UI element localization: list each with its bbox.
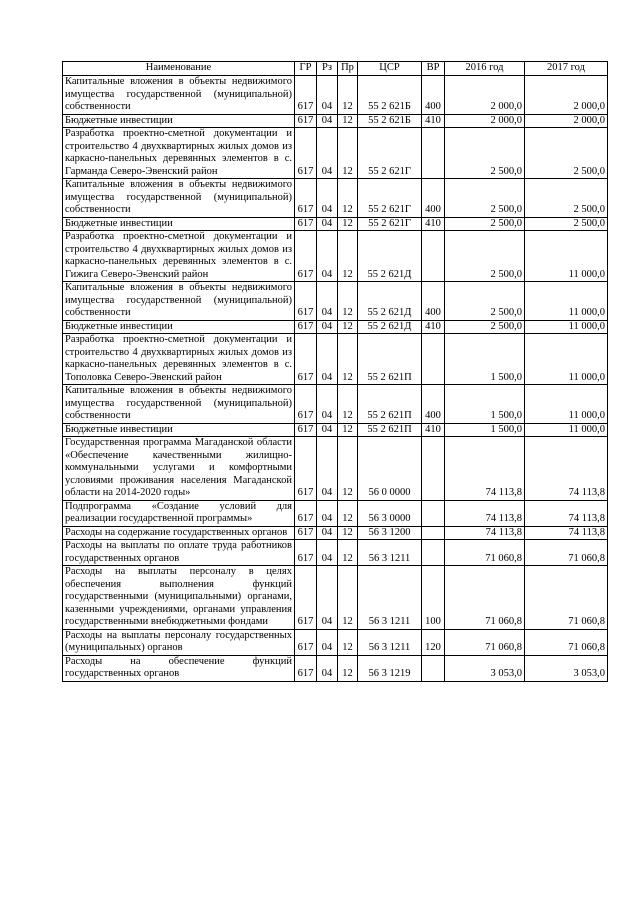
row-pr: 12: [338, 334, 358, 385]
row-rz: 04: [317, 76, 338, 115]
table-row: [63, 128, 608, 179]
row-amount-2016: 71 060,8: [445, 566, 525, 630]
table-row: [63, 76, 608, 115]
row-name: Расходы на выплаты персоналу в целях обеспечения выполнения функций государственными (муниципальными) органами, казенными учреждениями, органами управления государственными внебюджетными фондами: [63, 566, 295, 630]
row-name: Бюджетные инвестиции: [63, 114, 295, 128]
row-amount-2017: 2 500,0: [525, 217, 608, 231]
header-csr: ЦСР: [358, 62, 422, 76]
row-pr: 12: [338, 231, 358, 282]
row-gr: 617: [295, 231, 317, 282]
row-pr: 12: [338, 179, 358, 218]
row-amount-2016: 71 060,8: [445, 540, 525, 566]
row-csr: 56 3 1200: [358, 526, 422, 540]
row-csr: 56 3 1219: [358, 655, 422, 681]
header-2016: 2016 год: [445, 62, 525, 76]
row-pr: 12: [338, 423, 358, 437]
row-vr: 400: [422, 282, 445, 321]
row-gr: 617: [295, 217, 317, 231]
row-rz: 04: [317, 282, 338, 321]
row-pr: 12: [338, 114, 358, 128]
table-row: [63, 655, 608, 681]
row-csr: 56 3 1211: [358, 566, 422, 630]
row-gr: 617: [295, 320, 317, 334]
row-gr: 617: [295, 526, 317, 540]
row-vr: [422, 540, 445, 566]
row-vr: 400: [422, 385, 445, 424]
row-amount-2016: 2 500,0: [445, 320, 525, 334]
row-pr: 12: [338, 128, 358, 179]
row-csr: 56 3 1211: [358, 540, 422, 566]
row-amount-2017: 71 060,8: [525, 540, 608, 566]
table-row: [63, 437, 608, 501]
row-amount-2017: 71 060,8: [525, 566, 608, 630]
row-pr: 12: [338, 566, 358, 630]
row-amount-2017: 2 000,0: [525, 114, 608, 128]
table-row: [63, 423, 608, 437]
budget-table: [62, 61, 608, 682]
row-name: Расходы на обеспечение функций государственных органов: [63, 655, 295, 681]
row-gr: 617: [295, 128, 317, 179]
row-amount-2017: 11 000,0: [525, 385, 608, 424]
row-vr: 410: [422, 423, 445, 437]
row-name: Государственная программа Магаданской области «Обеспечение качественными жилищно-коммунальными услугами и комфортными условиями проживания населения Магаданской области на 2014-2020 годы»: [63, 437, 295, 501]
row-csr: 55 2 621П: [358, 423, 422, 437]
row-csr: 55 2 621Б: [358, 76, 422, 115]
row-rz: 04: [317, 128, 338, 179]
row-csr: 55 2 621Г: [358, 179, 422, 218]
row-vr: [422, 655, 445, 681]
row-csr: 56 3 1211: [358, 629, 422, 655]
row-rz: 04: [317, 217, 338, 231]
row-amount-2016: 74 113,8: [445, 437, 525, 501]
row-pr: 12: [338, 500, 358, 526]
row-gr: 617: [295, 423, 317, 437]
row-amount-2017: 2 500,0: [525, 179, 608, 218]
table-row: [63, 500, 608, 526]
row-amount-2017: 11 000,0: [525, 320, 608, 334]
row-amount-2017: 2 000,0: [525, 76, 608, 115]
table-row: [63, 217, 608, 231]
row-vr: 410: [422, 114, 445, 128]
row-amount-2016: 2 500,0: [445, 231, 525, 282]
row-csr: 55 2 621Б: [358, 114, 422, 128]
row-csr: 55 2 621Д: [358, 320, 422, 334]
row-vr: 400: [422, 76, 445, 115]
row-amount-2016: 2 000,0: [445, 76, 525, 115]
row-name: Капитальные вложения в объекты недвижимого имущества государственной (муниципальной) собственности: [63, 179, 295, 218]
row-rz: 04: [317, 437, 338, 501]
row-name: Разработка проектно-сметной документации и строительство 4 двухквартирных жилых домов из каркасно-панельных деревянных элементов в с. Гарманда Северо-Эвенский район: [63, 128, 295, 179]
row-vr: 400: [422, 179, 445, 218]
row-rz: 04: [317, 320, 338, 334]
row-vr: [422, 500, 445, 526]
row-vr: 100: [422, 566, 445, 630]
row-gr: 617: [295, 629, 317, 655]
header-rz: Рз: [317, 62, 338, 76]
row-gr: 617: [295, 282, 317, 321]
row-csr: 56 3 0000: [358, 500, 422, 526]
row-name: Расходы на содержание государственных органов: [63, 526, 295, 540]
row-rz: 04: [317, 231, 338, 282]
table-row: [63, 526, 608, 540]
row-name: Капитальные вложения в объекты недвижимого имущества государственной (муниципальной) собственности: [63, 385, 295, 424]
row-vr: [422, 231, 445, 282]
row-amount-2017: 11 000,0: [525, 423, 608, 437]
row-rz: 04: [317, 566, 338, 630]
row-csr: 55 2 621Д: [358, 231, 422, 282]
row-amount-2016: 2 500,0: [445, 128, 525, 179]
row-gr: 617: [295, 566, 317, 630]
row-name: Капитальные вложения в объекты недвижимого имущества государственной (муниципальной) собственности: [63, 76, 295, 115]
row-amount-2017: 3 053,0: [525, 655, 608, 681]
header-vr: ВР: [422, 62, 445, 76]
row-csr: 55 2 621Г: [358, 128, 422, 179]
table-row: [63, 114, 608, 128]
row-amount-2017: 74 113,8: [525, 526, 608, 540]
table-row: [63, 540, 608, 566]
row-csr: 56 0 0000: [358, 437, 422, 501]
header-2017: 2017 год: [525, 62, 608, 76]
row-gr: 617: [295, 540, 317, 566]
row-gr: 617: [295, 500, 317, 526]
row-rz: 04: [317, 540, 338, 566]
row-csr: 55 2 621П: [358, 334, 422, 385]
row-name: Капитальные вложения в объекты недвижимого имущества государственной (муниципальной) собственности: [63, 282, 295, 321]
table-row: [63, 629, 608, 655]
row-rz: 04: [317, 385, 338, 424]
row-amount-2016: 2 500,0: [445, 217, 525, 231]
row-amount-2016: 74 113,8: [445, 526, 525, 540]
row-name: Разработка проектно-сметной документации и строительство 4 двухквартирных жилых домов из каркасно-панельных деревянных элементов в с. Тополовка Северо-Эвенский район: [63, 334, 295, 385]
row-name: Бюджетные инвестиции: [63, 423, 295, 437]
table-row: [63, 334, 608, 385]
header-gr: ГР: [295, 62, 317, 76]
row-amount-2017: 11 000,0: [525, 231, 608, 282]
table-row: [63, 566, 608, 630]
table-row: [63, 179, 608, 218]
row-pr: 12: [338, 629, 358, 655]
row-amount-2017: 11 000,0: [525, 282, 608, 321]
row-vr: 410: [422, 217, 445, 231]
row-rz: 04: [317, 114, 338, 128]
row-csr: 55 2 621П: [358, 385, 422, 424]
row-pr: 12: [338, 217, 358, 231]
row-vr: 120: [422, 629, 445, 655]
row-amount-2017: 11 000,0: [525, 334, 608, 385]
row-csr: 55 2 621Г: [358, 217, 422, 231]
row-gr: 617: [295, 334, 317, 385]
row-vr: 410: [422, 320, 445, 334]
row-amount-2016: 2 000,0: [445, 114, 525, 128]
row-amount-2016: 74 113,8: [445, 500, 525, 526]
row-gr: 617: [295, 385, 317, 424]
row-amount-2016: 1 500,0: [445, 334, 525, 385]
row-pr: 12: [338, 320, 358, 334]
row-amount-2016: 1 500,0: [445, 423, 525, 437]
row-name: Расходы на выплаты персоналу государственных (муниципальных) органов: [63, 629, 295, 655]
row-name: Бюджетные инвестиции: [63, 320, 295, 334]
row-amount-2017: 71 060,8: [525, 629, 608, 655]
row-amount-2016: 2 500,0: [445, 282, 525, 321]
row-pr: 12: [338, 76, 358, 115]
table-row: [63, 231, 608, 282]
row-vr: [422, 437, 445, 501]
row-amount-2016: 3 053,0: [445, 655, 525, 681]
table-row: [63, 385, 608, 424]
row-vr: [422, 334, 445, 385]
row-rz: 04: [317, 423, 338, 437]
table-header: [63, 62, 608, 76]
table-row: [63, 320, 608, 334]
row-pr: 12: [338, 540, 358, 566]
row-amount-2017: 2 500,0: [525, 128, 608, 179]
row-name: Подпрограмма «Создание условий для реализации государственной программы»: [63, 500, 295, 526]
row-amount-2017: 74 113,8: [525, 437, 608, 501]
row-vr: [422, 526, 445, 540]
row-rz: 04: [317, 655, 338, 681]
row-pr: 12: [338, 437, 358, 501]
header-name: Наименование: [63, 62, 295, 76]
row-name: Расходы на выплаты по оплате труда работников государственных органов: [63, 540, 295, 566]
row-pr: 12: [338, 385, 358, 424]
row-rz: 04: [317, 500, 338, 526]
row-amount-2017: 74 113,8: [525, 500, 608, 526]
row-gr: 617: [295, 179, 317, 218]
row-amount-2016: 71 060,8: [445, 629, 525, 655]
table-row: [63, 282, 608, 321]
row-rz: 04: [317, 179, 338, 218]
row-pr: 12: [338, 526, 358, 540]
row-csr: 55 2 621Д: [358, 282, 422, 321]
row-name: Разработка проектно-сметной документации и строительство 4 двухквартирных жилых домов из каркасно-панельных деревянных элементов в с. Гижига Северо-Эвенский район: [63, 231, 295, 282]
table-body: [63, 76, 608, 682]
row-amount-2016: 2 500,0: [445, 179, 525, 218]
row-rz: 04: [317, 334, 338, 385]
row-name: Бюджетные инвестиции: [63, 217, 295, 231]
row-gr: 617: [295, 655, 317, 681]
row-pr: 12: [338, 655, 358, 681]
row-gr: 617: [295, 76, 317, 115]
row-rz: 04: [317, 629, 338, 655]
row-gr: 617: [295, 114, 317, 128]
header-pr: Пр: [338, 62, 358, 76]
row-gr: 617: [295, 437, 317, 501]
row-amount-2016: 1 500,0: [445, 385, 525, 424]
row-vr: [422, 128, 445, 179]
row-pr: 12: [338, 282, 358, 321]
row-rz: 04: [317, 526, 338, 540]
